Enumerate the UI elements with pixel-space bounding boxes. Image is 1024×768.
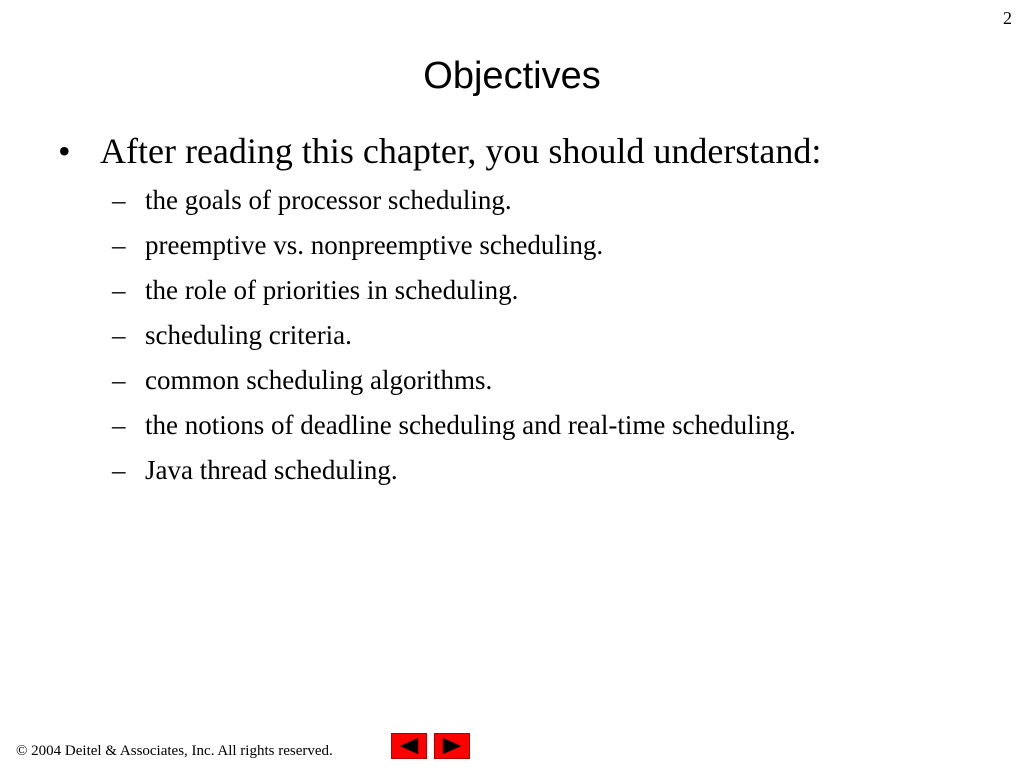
list-item [112,405,796,450]
page-number: 2 [1003,8,1012,28]
dash-marker: – [112,230,126,260]
left-arrow-icon [392,734,426,758]
list-item-text: Java thread scheduling. [145,455,398,485]
main-bullet-text: After reading this chapter, you should understand: [100,131,822,171]
dash-marker: – [112,275,126,305]
objectives-list [112,180,796,495]
dash-marker: – [112,185,126,215]
list-item [112,450,796,495]
previous-slide-button[interactable] [391,733,427,759]
copyright-symbol: © [16,743,28,759]
slide-title: Objectives [423,55,601,97]
next-slide-button[interactable] [434,733,470,759]
right-arrow-icon [435,734,469,758]
list-item-text: the role of priorities in scheduling. [145,275,519,305]
dash-marker: – [112,410,126,440]
list-item-text: the notions of deadline scheduling and real-time scheduling. [145,410,796,440]
list-item [112,180,796,225]
list-item-text: scheduling criteria. [145,320,352,350]
list-item [112,315,796,360]
copyright-text: 2004 Deitel & Associates, Inc. All rights reserved. [27,743,333,759]
list-item [112,360,796,405]
list-item [112,225,796,270]
list-item-text: preemptive vs. nonpreemptive scheduling. [145,230,604,260]
list-item-text: common scheduling algorithms. [145,365,493,395]
dash-marker: – [112,455,126,485]
bullet-marker: • [58,131,71,171]
copyright-footer [16,741,333,761]
list-item [112,270,796,315]
dash-marker: – [112,320,126,350]
main-bullet [58,126,821,176]
dash-marker: – [112,365,126,395]
list-item-text: the goals of processor scheduling. [145,185,512,215]
